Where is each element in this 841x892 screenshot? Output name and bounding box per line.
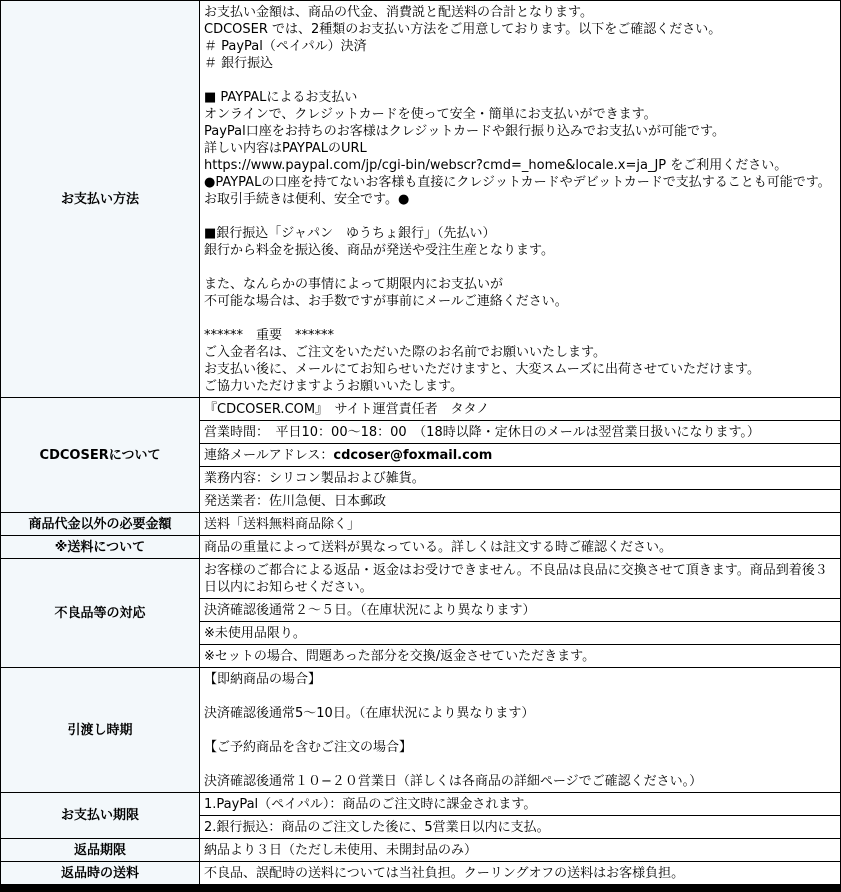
sub-cell <box>200 536 840 558</box>
sub-cell <box>200 599 840 622</box>
text-line <box>204 447 836 464</box>
row-label-extra-fees: 商品代金以外の必要金額 <box>1 513 200 535</box>
row-defective-items <box>1 559 840 668</box>
row-about-cdcoser <box>1 398 840 513</box>
row-label-delivery-time: 引渡し時期 <box>1 668 200 792</box>
text-line <box>204 310 836 327</box>
text-line: PayPal口座をお持ちのお客様はクレジットカードや銀行振り込みでお支払いが可能です。 <box>204 124 725 139</box>
text-line: 不可能な場合は、お手数ですが事前にメールご連絡ください。 <box>204 294 568 309</box>
text-segment: をご利用ください。 <box>666 158 788 173</box>
sub-cell <box>200 513 840 535</box>
row-payment-deadline <box>1 793 840 839</box>
row-content-about-shipping-fee <box>200 536 840 558</box>
text-line: 発送業者：佐川急便、日本郵政 <box>204 494 387 509</box>
sub-cell <box>200 490 840 512</box>
contact-email: cdcoser@foxmail.com <box>333 448 493 463</box>
row-about-shipping-fee <box>1 536 840 559</box>
text-line: ご入金者名は、ご注文をいただいた際のお名前でお願いいたします。 <box>204 345 606 360</box>
paypal-url-text: https://www.paypal.com/jp/cgi-bin/webscr?cmd=_home&locale.x=ja_JP <box>204 158 667 173</box>
row-label-payment-deadline: お支払い期限 <box>1 793 200 838</box>
row-extra-fees <box>1 513 840 536</box>
text-line: 1.PayPal（ペイパル）：商品のご注文時に課金されます。 <box>204 797 537 812</box>
row-label-about-shipping-fee: ※送料について <box>1 536 200 558</box>
text-line: ※未使用品限り。 <box>204 626 306 641</box>
text-line <box>204 157 836 174</box>
sub-cell <box>200 1 840 397</box>
sub-cell <box>200 793 840 816</box>
text-line <box>204 259 836 276</box>
text-line: CDCOSER では、2種類のお支払い方法をご用意しております。以下をご確認ください。 <box>204 22 722 37</box>
text-line: ※セットの場合、問題あった部分を交換/返金させていただきます。 <box>204 649 596 664</box>
sub-cell <box>200 816 840 838</box>
sub-cell <box>200 645 840 667</box>
text-line: 【即納商品の場合】 <box>204 672 322 687</box>
row-label-return-deadline: 返品期限 <box>1 839 200 861</box>
row-label-defective-items: 不良品等の対応 <box>1 559 200 667</box>
sub-cell <box>200 622 840 645</box>
text-line: ****** 重要 ****** <box>204 328 335 343</box>
text-line: ■銀行振込「ジャパン ゆうちょ銀行」（先払い） <box>204 226 496 241</box>
sub-cell <box>200 559 840 599</box>
row-content-extra-fees <box>200 513 840 535</box>
text-line: 『CDCOSER.COM』 サイト運営責任者 タタノ <box>204 402 490 417</box>
row-content-delivery-time <box>200 668 840 792</box>
text-line: 詳しい内容はPAYPALのURL <box>204 141 367 156</box>
text-line: ご協力いただけますようお願いいたします。 <box>204 379 463 394</box>
text-line: お支払い後に、メールにてお知らせいただけますと、大変スムーズに出荷させていただけます。 <box>204 362 761 377</box>
row-delivery-time <box>1 668 840 793</box>
row-content-defective-items <box>200 559 840 667</box>
row-return-deadline <box>1 839 840 862</box>
text-line: ＃ 銀行振込 <box>204 56 274 71</box>
text-line: 銀行から料金を振込後、商品が発送や受注生産となります。 <box>204 243 554 258</box>
text-line: お客様のご都合による返品・返金はお受けできません。不良品は良品に交換させて頂きます。商品到着後３日以内にお知らせください。 <box>204 563 828 595</box>
sub-cell <box>200 862 840 884</box>
sub-cell <box>200 668 840 792</box>
row-label-payment-method: お支払い方法 <box>1 1 200 397</box>
text-line <box>204 208 836 225</box>
contact-email-label: 連絡メールアドレス： <box>204 448 334 463</box>
text-line: 業務内容：シリコン製品および雑貨。 <box>204 471 425 486</box>
row-label-return-shipping-fee: 返品時の送料 <box>1 862 200 884</box>
text-line: また、なんらかの事情によって期限内にお支払いが <box>204 277 504 292</box>
text-line: 決済確認後通常２〜５日。（在庫状況により異なります） <box>204 603 536 618</box>
text-line: ＃ PayPal（ペイパル）決済 <box>204 39 367 54</box>
text-line: お支払い金額は、商品の代金、消費説と配送料の合計となります。 <box>204 5 593 20</box>
row-content-about-cdcoser <box>200 398 840 512</box>
text-line: ●PAYPALの口座を持てないお客様も直接にクレジットカードやデビットカードで支払することも可能です。 <box>204 175 831 190</box>
sub-cell <box>200 444 840 467</box>
row-content-payment-deadline <box>200 793 840 838</box>
row-content-payment-method <box>200 1 840 397</box>
text-line: 納品より３日（ただし未使用、未開封品のみ） <box>204 843 478 858</box>
text-line <box>204 72 836 89</box>
text-line: 決済確認後通常5〜10日。（在庫状況により異なります） <box>204 706 535 721</box>
text-line: ■ PAYPALによるお支払い <box>204 90 358 105</box>
sub-cell <box>200 467 840 490</box>
text-line: 決済確認後通常１０−２０営業日（詳しくは各商品の詳細ページでご確認ください。） <box>204 774 703 789</box>
text-line: 営業時間： 平日10：00〜18：00 （18時以降・定休日のメールは翌営業日扱いになります。） <box>204 425 760 440</box>
text-line: 2.銀行振込：商品のご注文した後に、5営業日以内に支払。 <box>204 820 550 835</box>
text-line <box>204 756 836 773</box>
text-line: 送料「送料無料商品除く」 <box>204 517 361 532</box>
text-line: 不良品、誤配時の送料については当社負担。クーリングオフの送料はお客様負担。 <box>204 866 685 881</box>
sub-cell <box>200 421 840 444</box>
row-label-about-cdcoser: CDCOSERについて <box>1 398 200 512</box>
row-return-shipping-fee <box>1 862 840 885</box>
text-line: 商品の重量によって送料が異なっている。詳しくは註文する時ご確認ください。 <box>204 540 673 555</box>
sub-cell <box>200 398 840 421</box>
row-content-return-shipping-fee <box>200 862 840 884</box>
row-content-return-deadline <box>200 839 840 861</box>
text-line: オンラインで、クレジットカードを使って安全・簡単にお支払いができます。 <box>204 107 657 122</box>
text-line <box>204 688 836 705</box>
text-line: お取引手続きは便利、安全です。● <box>204 192 410 207</box>
bottom-divider-bar <box>0 885 841 892</box>
text-line <box>204 722 836 739</box>
row-payment-method <box>1 1 840 398</box>
text-line: 【ご予約商品を含むご注文の場合】 <box>204 740 413 755</box>
sub-cell <box>200 839 840 861</box>
